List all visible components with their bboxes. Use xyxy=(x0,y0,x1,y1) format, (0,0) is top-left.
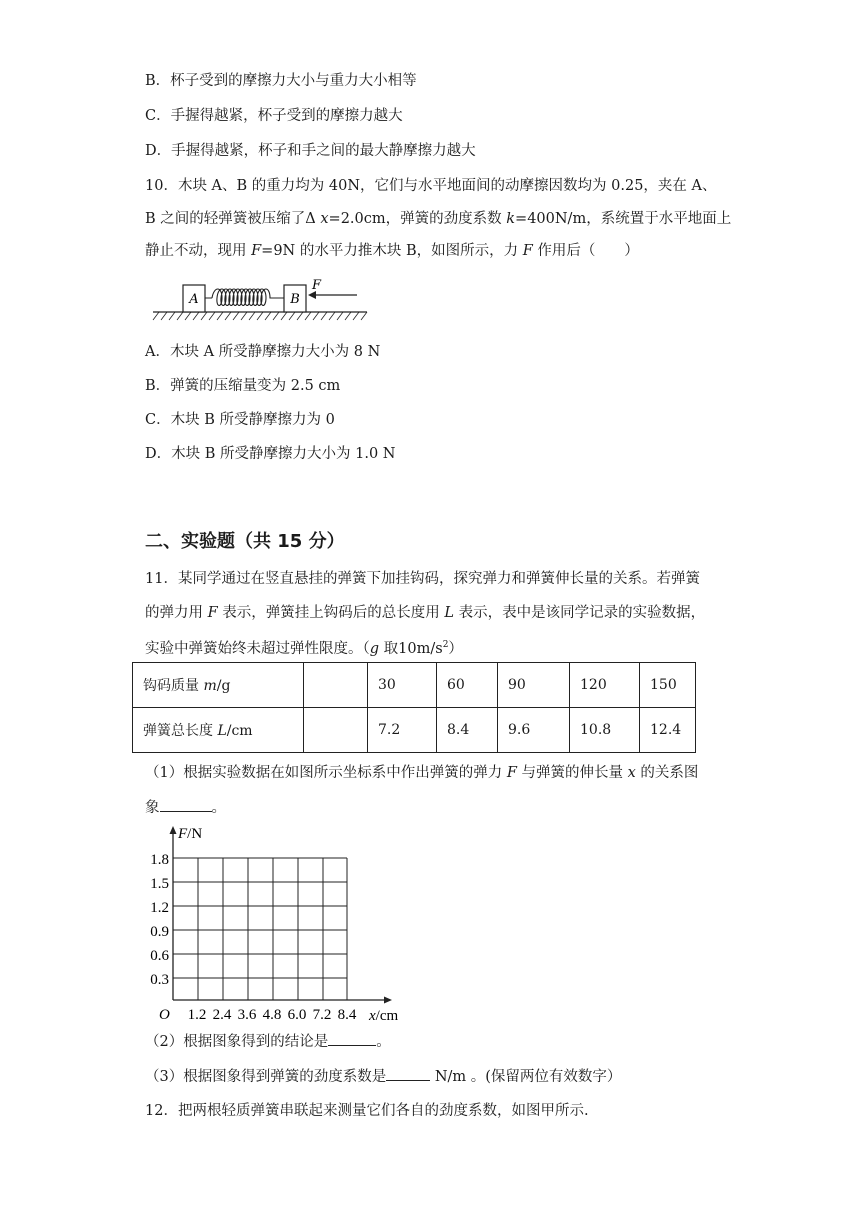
y-tick-label: 1.2 xyxy=(150,900,169,916)
q11-stem-line2: 的弹力用 F 表示，弹簧挂上钩码后的总长度用 L 表示，表中是该同学记录的实验数据， xyxy=(145,605,706,621)
table-cell: 90 xyxy=(498,663,570,708)
table-row xyxy=(133,708,696,753)
x-tick-label: 6.0 xyxy=(287,1007,307,1023)
q10-stem-line2: B 之间的轻弹簧被压缩了Δ x=2.0cm，弹簧的劲度系数 k=400N/m，系统置于水平地面上 xyxy=(145,211,732,227)
table-cell: 9.6 xyxy=(498,708,570,753)
table-cell: 150 xyxy=(640,663,696,708)
q11-sub3: （3）根据图象得到弹簧的劲度系数是 N/m 。(保留两位有效数字） xyxy=(145,1066,621,1087)
y-tick-label: 1.8 xyxy=(150,852,169,868)
q10-stem-line1: 10．木块 A、B 的重力均为 40N，它们与水平地面间的动摩擦因数均为 0.25，夹在 A、 xyxy=(145,178,717,194)
q11-stem-line3: 实验中弹簧始终未超过弹性限度。（g 取$10m/s^2$） xyxy=(145,640,463,657)
origin-label: O xyxy=(159,1007,170,1023)
q10-option-d: D．木块 B 所受静摩擦力大小为 1.0 N xyxy=(145,446,396,462)
q10-figure xyxy=(150,278,370,324)
table-row-label: 钩码质量 m/g xyxy=(133,663,304,708)
y-tick-label: 0.3 xyxy=(150,972,169,988)
table-cell xyxy=(304,708,368,753)
grid xyxy=(173,858,347,1000)
q10-option-a: A．木块 A 所受静摩擦力大小为 8 N xyxy=(145,344,381,360)
q10-option-b: B．弹簧的压缩量变为 2.5 cm xyxy=(145,378,341,394)
table-cell: 60 xyxy=(437,663,498,708)
q10-option-c: C．木块 B 所受静摩擦力为 0 xyxy=(145,412,335,428)
table-cell: 30 xyxy=(368,663,437,708)
axes xyxy=(170,826,393,1004)
table-cell: 7.2 xyxy=(368,708,437,753)
x-tick-labels xyxy=(188,1007,357,1023)
block-b-label: B xyxy=(290,292,300,307)
q10-stem-line3: 静止不动，现用 F=9N 的水平力推木块 B，如图所示，力 F 作用后（ ） xyxy=(145,243,639,259)
q11-sub1-line1: （1）根据实验数据在如图所示坐标系中作出弹簧的弹力 F 与弹簧的伸长量 x 的关系图 xyxy=(145,765,699,781)
answer-blank[interactable] xyxy=(386,1066,430,1081)
blank-graph xyxy=(140,822,420,1027)
table-cell: 8.4 xyxy=(437,708,498,753)
x-tick-label: 7.2 xyxy=(312,1007,332,1023)
y-axis-label: F/N xyxy=(178,826,203,842)
ground-line xyxy=(153,312,367,320)
y-tick-label: 1.5 xyxy=(150,876,169,892)
answer-blank[interactable] xyxy=(160,797,212,812)
table-cell xyxy=(304,663,368,708)
x-axis-label: x/cm xyxy=(369,1008,399,1024)
y-tick-labels xyxy=(150,852,169,988)
table-cell: 120 xyxy=(570,663,640,708)
q11-sub1-line2: 象 。 xyxy=(145,797,226,818)
x-tick-label: 3.6 xyxy=(237,1007,257,1023)
q11-sub2: （2）根据图象得到的结论是 。 xyxy=(145,1031,391,1052)
y-tick-label: 0.9 xyxy=(150,924,169,940)
y-tick-label: 0.6 xyxy=(150,948,169,964)
table-row xyxy=(133,663,696,708)
force-label: F xyxy=(312,278,322,293)
q9-option-b: B．杯子受到的摩擦力大小与重力大小相等 xyxy=(145,73,417,89)
q9-option-d: D．手握得越紧，杯子和手之间的最大静摩擦力越大 xyxy=(145,143,476,159)
x-tick-label: 4.8 xyxy=(262,1007,282,1023)
q11-stem-line1: 11．某同学通过在竖直悬挂的弹簧下加挂钩码，探究弹力和弹簧伸长量的关系。若弹簧 xyxy=(145,571,700,587)
answer-blank[interactable] xyxy=(328,1031,376,1046)
block-a-label: A xyxy=(189,292,199,307)
data-table xyxy=(132,662,696,753)
table-cell: 12.4 xyxy=(640,708,696,753)
section-title: 二、实验题（共 15 分） xyxy=(145,531,345,552)
q9-option-c: C．手握得越紧，杯子受到的摩擦力越大 xyxy=(145,108,403,124)
x-tick-label: 2.4 xyxy=(212,1007,232,1023)
table-row-label: 弹簧总长度 L/cm xyxy=(133,708,304,753)
x-tick-label: 1.2 xyxy=(187,1007,207,1023)
table-cell: 10.8 xyxy=(570,708,640,753)
q12-stem: 12．把两根轻质弹簧串联起来测量它们各自的劲度系数，如图甲所示. xyxy=(145,1103,589,1119)
x-tick-label: 8.4 xyxy=(337,1007,357,1023)
spring xyxy=(205,289,284,306)
